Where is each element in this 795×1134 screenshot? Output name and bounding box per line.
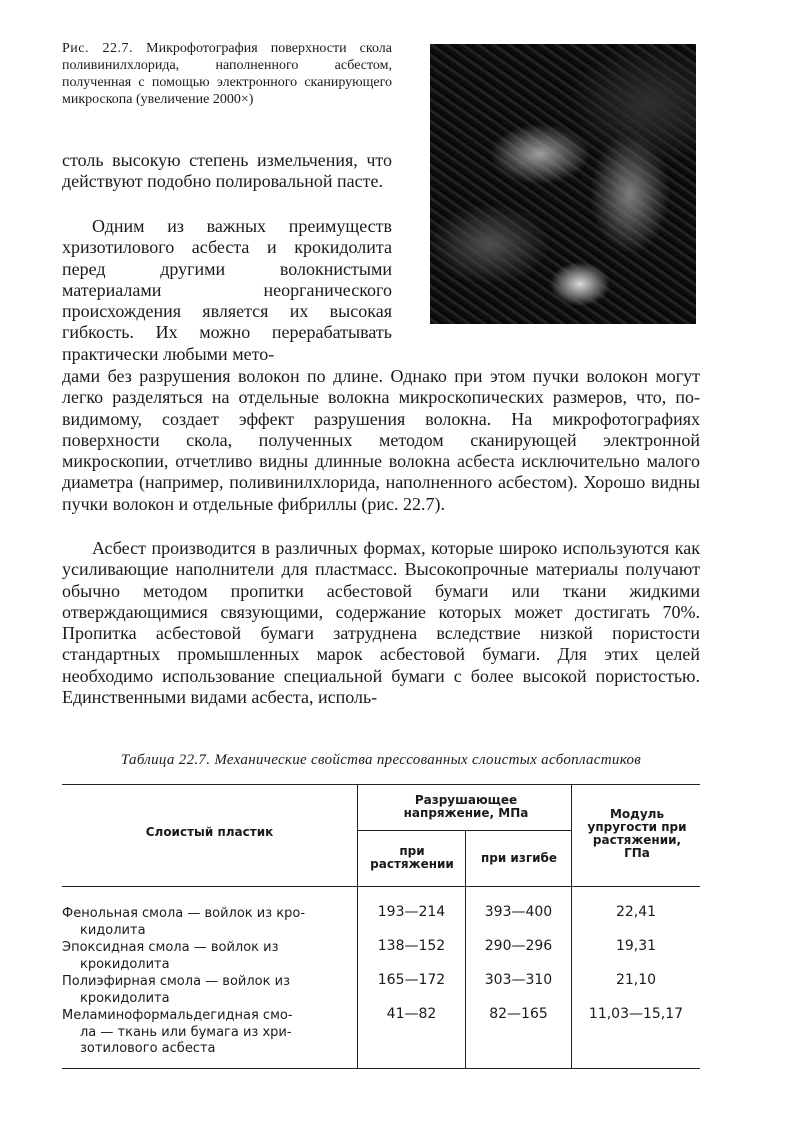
table-cell-modulus: 11,03—15,17 bbox=[588, 1006, 684, 1022]
paragraph-2-continued: дами без разрушения волокон по длине. Однако при этом пучки волокон могут легко разделяться на отдельные волокна микроскопических размеров, что, по-видимому, создает эффект разрушения волокна. На микрофотографиях поверхности скола, полученных методом сканирующей электронной микроскопии, отчетливо видны длинные волокна асбеста исключительно малого диаметра (например, поливинилхлорида, наполненного асбестом). Хорошо видны пучки волокон и отдельные фибриллы (рис. 22.7). bbox=[62, 366, 700, 514]
header-tension: при растяжении bbox=[370, 844, 454, 871]
table-cell-modulus: 21,10 bbox=[615, 972, 657, 988]
figure-caption bbox=[62, 40, 392, 108]
table-row-name: Эпоксидная смола — войлок из крокидолита bbox=[62, 940, 279, 972]
table-top-rule bbox=[62, 784, 700, 785]
header-breaking-stress: Разрушающее напряжение, МПа bbox=[403, 793, 529, 820]
table-cell-bending: 290—296 bbox=[484, 938, 553, 954]
table-title: Таблица 22.7. Механические свойства прессованных слоистых асбопластиков bbox=[120, 752, 642, 768]
header-laminate: Слоистый пластик bbox=[145, 825, 274, 839]
figure-caption-text: Микрофотография поверхности скола поливинилхлорида, наполненного асбестом, полученная с помощью электронного сканирующего микроскопа (увеличение 2000×) bbox=[62, 41, 392, 107]
table-row-name: Фенольная смола — войлок из кро- кидолита bbox=[62, 906, 306, 938]
table-cell-modulus: 19,31 bbox=[615, 938, 657, 954]
table-cell-bending: 303—310 bbox=[484, 972, 553, 988]
paragraph-3: Асбест производится в различных формах, которые широко используются как усиливающие наполнители для пластмасс. Высокопрочные материалы получают обычно методом пропитки асбестовой бумаги или ткани жидкими отверждающимися связующими, содержание которых может достигать 70%. Пропитка асбестовой бумаги затруднена вследствие низкой пористости стандартных промышленных марок асбестовой бумаги. Для этих целей необходимо использование специальной бумаги с более высокой пористостью. Единственными видами асбеста, исполь- bbox=[62, 538, 700, 708]
table-row-name: Меламиноформальдегидная смо- ла — ткань или бумага из хри- зотилового асбеста bbox=[62, 1008, 293, 1056]
table-cell-tension: 41—82 bbox=[386, 1006, 437, 1022]
table-divider bbox=[571, 785, 572, 1068]
micrograph-image bbox=[430, 44, 696, 324]
table-cell-modulus: 22,41 bbox=[615, 904, 657, 920]
table-header-rule bbox=[62, 886, 700, 887]
table-subheader-rule bbox=[358, 830, 571, 831]
header-modulus: Модуль упругости при растяжении, ГПа bbox=[587, 807, 687, 860]
table-divider bbox=[357, 785, 358, 1068]
table-cell-tension: 193—214 bbox=[377, 904, 446, 920]
table-bottom-rule bbox=[62, 1068, 700, 1069]
table-row-name: Полиэфирная смола — войлок из крокидолита bbox=[62, 974, 290, 1006]
paragraph-1: столь высокую степень измельчения, что действуют подобно полировальной пасте. bbox=[62, 150, 392, 192]
paragraph-2: Одним из важных преимуществ хризотилового асбеста и крокидолита перед другими волокнистыми материалами неорганического происхождения является их высокая гибкость. Их можно перерабатывать практически любыми мето- bbox=[62, 216, 392, 364]
table-cell-tension: 165—172 bbox=[377, 972, 446, 988]
header-bending: при изгибе bbox=[480, 851, 558, 865]
figure-label: Рис. 22.7. bbox=[62, 41, 134, 56]
table-cell-bending: 393—400 bbox=[484, 904, 553, 920]
table-cell-tension: 138—152 bbox=[377, 938, 446, 954]
table-cell-bending: 82—165 bbox=[489, 1006, 548, 1022]
